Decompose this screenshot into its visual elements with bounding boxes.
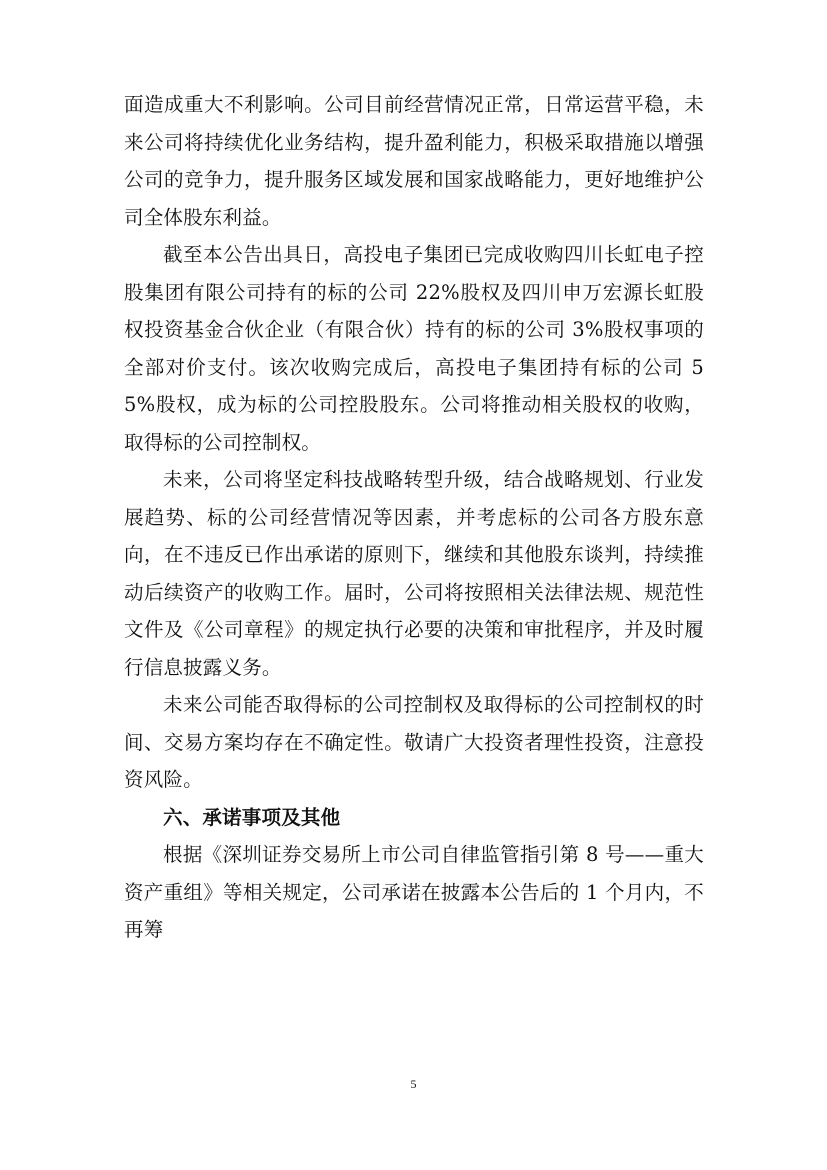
document-body xyxy=(124,86,704,949)
section-heading: 六、承诺事项及其他 xyxy=(163,805,341,829)
paragraph-continuation: 面造成重大不利影响。公司目前经营情况正常，日常运营平稳，未来公司将持续优化业务结构，提升盈利能力，积极采取措施以增强公司的竞争力，提升服务区域发展和国家战略能力，更好地维护公司全体股东利益。 xyxy=(124,93,704,229)
page-number: 5 xyxy=(410,1077,417,1091)
paragraph-acquisition-status: 截至本公告出具日，高投电子集团已完成收购四川长虹电子控股集团有限公司持有的标的公司 22%股权及四川申万宏源长虹股权投资基金合伙企业（有限合伙）持有的标的公司 3%股权事项的全部对价支付。该次收购完成后，高投电子集团持有标的公司 55%股权，成为标的公司控股股东。公司将推动相关股权的收购，取得标的公司控制权。 xyxy=(124,243,704,454)
paragraph-future-plans: 未来，公司将坚定科技战略转型升级，结合战略规划、行业发展趋势、标的公司经营情况等因素，并考虑标的公司各方股东意向，在不违反已作出承诺的原则下，继续和其他股东谈判，持续推动后续资产的收购工作。届时，公司将按照相关法律法规、规范性文件及《公司章程》的规定执行必要的决策和审批程序，并及时履行信息披露义务。 xyxy=(124,468,704,679)
paragraph-commitment: 根据《深圳证券交易所上市公司自律监管指引第 8 号——重大资产重组》等相关规定，公司承诺在披露本公告后的 1 个月内，不再筹 xyxy=(124,843,704,941)
paragraph-risk-warning: 未来公司能否取得标的公司控制权及取得标的公司控制权的时间、交易方案均存在不确定性。敬请广大投资者理性投资，注意投资风险。 xyxy=(124,693,704,791)
